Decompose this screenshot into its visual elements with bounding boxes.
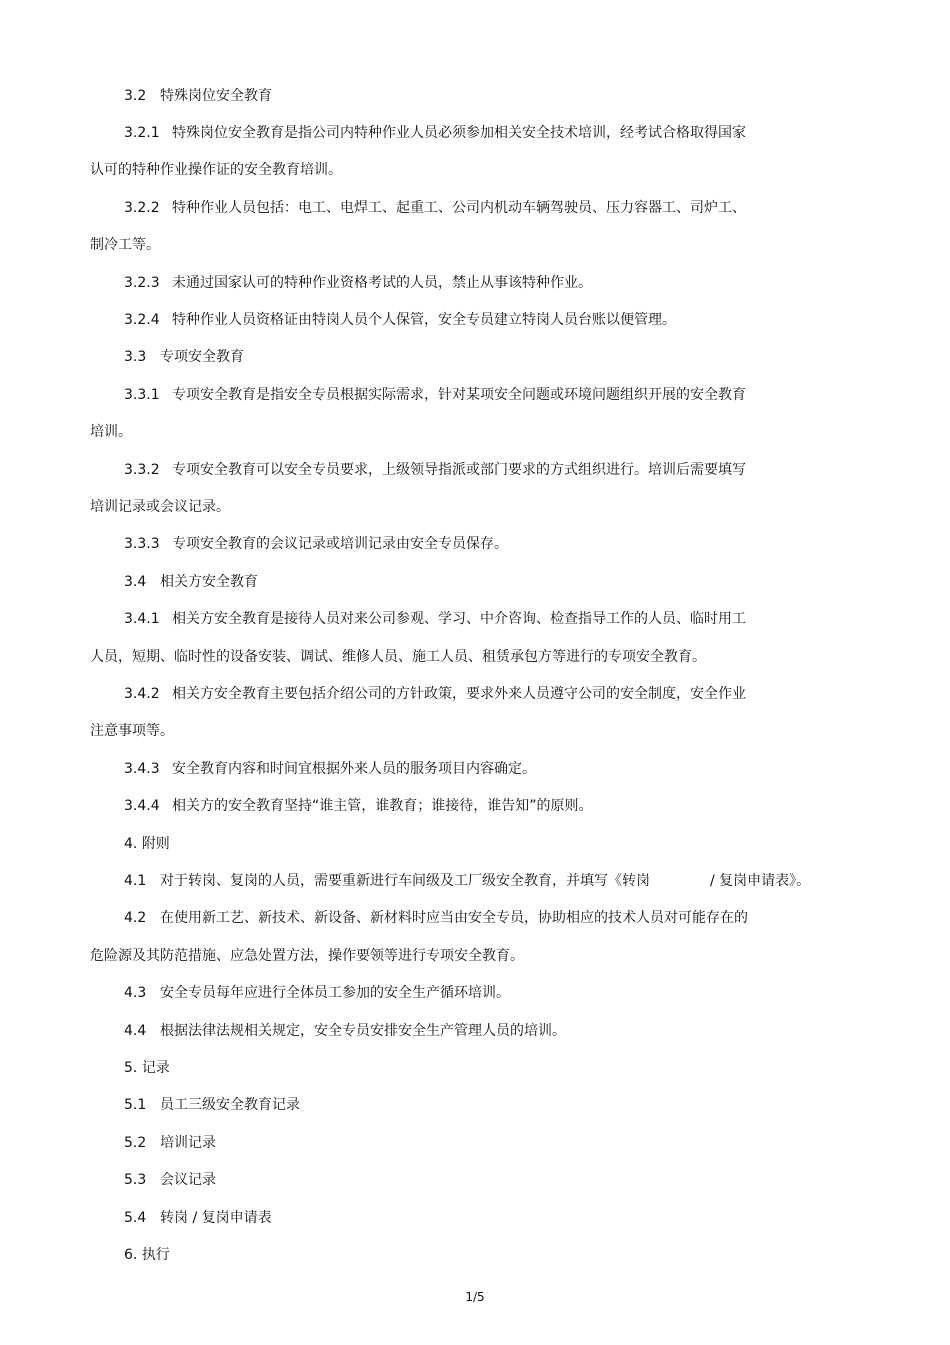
heading-6: 6. 执行 <box>124 1247 170 1263</box>
paragraph-4-4: 4.4 根据法律法规相关规定，安全专员安排安全生产管理人员的培训。 <box>124 1023 566 1039</box>
paragraph-4-1: 4.1 对于转岗、复岗的人员，需要重新进行车间级及工厂级安全教育，并填写《转岗 / 复岗申请表》。 <box>124 873 811 889</box>
heading-4: 4. 附则 <box>124 836 170 852</box>
paragraph-3-2-4: 3.2.4 特种作业人员资格证由特岗人员个人保管，安全专员建立特岗人员台账以便管理。 <box>124 312 676 328</box>
paragraph-3-4-2: 3.4.2 相关方安全教育主要包括介绍公司的方针政策，要求外来人员遵守公司的安全制度，安全作业 <box>124 686 746 702</box>
heading-3-3: 3.3 专项安全教育 <box>124 349 244 365</box>
heading-5: 5. 记录 <box>124 1060 170 1076</box>
heading-3-2: 3.2 特殊岗位安全教育 <box>124 88 272 104</box>
paragraph-continuation: 危险源及其防范措施、应急处置方法，操作要领等进行专项安全教育。 <box>90 948 524 964</box>
paragraph-continuation: 注意事项等。 <box>90 723 174 739</box>
list-item-5-1: 5.1 员工三级安全教育记录 <box>124 1097 300 1113</box>
paragraph-continuation: 人员，短期、临时性的设备安装、调试、维修人员、施工人员、租赁承包方等进行的专项安全教育。 <box>90 649 706 665</box>
list-item-5-4: 5.4 转岗 / 复岗申请表 <box>124 1210 272 1226</box>
paragraph-4-2: 4.2 在使用新工艺、新技术、新设备、新材料时应当由安全专员，协助相应的技术人员对可能存在的 <box>124 910 748 926</box>
heading-3-4: 3.4 相关方安全教育 <box>124 574 258 590</box>
page-number: 1/5 <box>465 1290 485 1304</box>
paragraph-continuation: 制冷工等。 <box>90 237 160 253</box>
paragraph-3-4-4: 3.4.4 相关方的安全教育坚持“谁主管，谁教育；谁接待，谁告知”的原则。 <box>124 798 593 814</box>
paragraph-3-4-3: 3.4.3 安全教育内容和时间宜根据外来人员的服务项目内容确定。 <box>124 761 536 777</box>
paragraph-4-3: 4.3 安全专员每年应进行全体员工参加的安全生产循环培训。 <box>124 985 510 1001</box>
paragraph-3-2-2: 3.2.2 特种作业人员包括：电工、电焊工、起重工、公司内机动车辆驾驶员、压力容器工、司炉工、 <box>124 200 746 216</box>
paragraph-3-3-3: 3.3.3 专项安全教育的会议记录或培训记录由安全专员保存。 <box>124 536 508 552</box>
paragraph-continuation: 认可的特种作业操作证的安全教育培训。 <box>90 162 342 178</box>
paragraph-continuation: 培训记录或会议记录。 <box>90 499 230 515</box>
list-item-5-2: 5.2 培训记录 <box>124 1135 216 1151</box>
paragraph-3-4-1: 3.4.1 相关方安全教育是接待人员对来公司参观、学习、中介咨询、检查指导工作的人员、临时用工 <box>124 611 746 627</box>
paragraph-3-3-1: 3.3.1 专项安全教育是指安全专员根据实际需求，针对某项安全问题或环境问题组织开展的安全教育 <box>124 387 746 403</box>
paragraph-3-2-3: 3.2.3 未通过国家认可的特种作业资格考试的人员，禁止从事该特种作业。 <box>124 275 592 291</box>
paragraph-3-2-1: 3.2.1 特殊岗位安全教育是指公司内特种作业人员必须参加相关安全技术培训，经考试合格取得国家 <box>124 125 746 141</box>
list-item-5-3: 5.3 会议记录 <box>124 1172 216 1188</box>
paragraph-3-3-2: 3.3.2 专项安全教育可以安全专员要求，上级领导指派或部门要求的方式组织进行。培训后需要填写 <box>124 462 746 478</box>
paragraph-continuation: 培训。 <box>90 424 132 440</box>
